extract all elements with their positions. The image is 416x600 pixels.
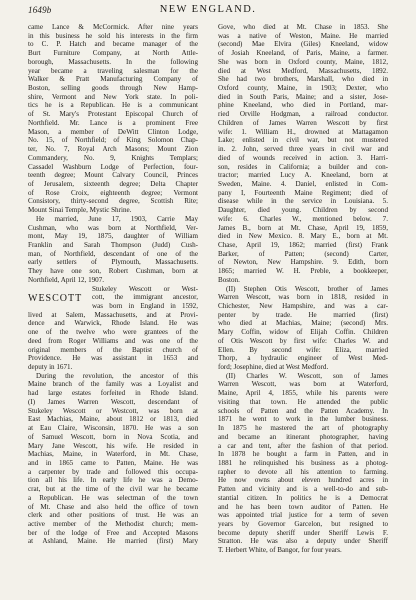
text-line: Warren Wescott, was born in 1818, resided in <box>218 293 388 302</box>
text-line: a Republican. He was selectman of the town <box>28 493 198 502</box>
text-line: phine Kneeland, who died in Portland, mar- <box>218 101 388 110</box>
text-line: was born in England in 1592, <box>92 302 198 310</box>
text-line: Northfield, April 12, 1907. <box>28 275 105 284</box>
text-line: was a native of Weston, Maine. He married <box>218 31 388 40</box>
text-line: of Otis Wescott by first wife: Charles W. and <box>218 336 388 345</box>
text-line: borough, Massachusetts. In the following <box>28 57 198 66</box>
running-title: NEW ENGLAND. <box>159 4 257 15</box>
text-line: (II) Charles W. Wescott, son of James <box>226 371 388 380</box>
text-line: of Samuel Wescott, born in Nova Scotia, and <box>28 432 198 441</box>
text-line: teenth degree; Mount Calvary Council, Princes <box>28 171 198 180</box>
text-line: and he has been town auditor of Patten. He <box>218 502 388 511</box>
text-line: Machias, Maine, in Waterford, in Mt. Chase, <box>28 450 198 459</box>
text-line: crat, but at the time of the civil war he became <box>28 485 198 494</box>
text-line: Chichester, New Hampshire, and was a car- <box>218 302 388 310</box>
text-line: Gove, who died at Mt. Chase in 1853. She <box>218 23 388 31</box>
surname-heading: WESCOTT <box>28 292 83 304</box>
text-line: mont, May 19, 1875, daughter of William <box>28 232 198 241</box>
text-line: shire, Vermont and New York state. In poli- <box>28 92 198 101</box>
text-line: pany I, Fourteenth Maine Regiment; died of <box>218 188 388 197</box>
text-line: Mary Coffin, widow of Elijah Coffin. Children <box>218 328 388 337</box>
text-line: died in South Paris, Maine; and a sister, Jose- <box>218 92 388 101</box>
text-line: of St. Mary's Protestant Episcopal Church of <box>28 110 198 119</box>
text-line: In 1878 he bought a farm in Patten, and in <box>218 450 388 459</box>
text-line: in. 2. John, served three years in civil war and <box>218 145 388 154</box>
text-line: Stratton. He was also a deputy under Sheriff <box>218 537 388 546</box>
text-line: Patten and vicinity and is a well-to-do and sub- <box>218 485 388 494</box>
text-line: in this business he sold his interests in the firm <box>28 31 198 40</box>
text-line: cott, the immigrant ancestor, <box>92 293 198 302</box>
text-line: Daughter, died young. Children by second <box>218 206 388 215</box>
text-line: of Newton, New Hampshire. 9. Edith, born <box>218 258 388 267</box>
text-line: He now owns about eleven hundred acres in <box>218 476 388 485</box>
text-line: Maine, April 4, 1855, while his parents were <box>218 389 388 398</box>
text-line: ried Orville Hodgman, a railroad conductor. <box>218 110 388 119</box>
text-line: Mary Jane Wescott, his wife. He resided in <box>28 441 198 450</box>
text-line: (second) Mae Elvira (Giles) Kneeland, widow <box>218 40 388 49</box>
text-line: rapher to devote all his attention to farming. <box>218 467 388 476</box>
text-line: to C. P. Hatch and became manager of the <box>28 40 198 49</box>
text-line: Boston. <box>218 275 240 284</box>
text-line: Lake; enlisted in civil war, but not mustered <box>218 136 388 145</box>
text-line: lived at Salem, Massachusetts, and at Provi- <box>28 310 198 319</box>
text-line: Stukeley Wescott or Westcott, was born at <box>28 406 198 415</box>
text-line: years by Governor Garcelon, but resigned to <box>218 519 388 528</box>
text-line: wife: 1. William H., drowned at Mattagamon <box>218 127 388 136</box>
text-line: Thorp, a hydraulic engineer of West Med- <box>218 354 388 363</box>
text-line: one of the twelve who were grantees of the <box>28 328 198 337</box>
text-line: She had two brothers, Marshall, who died in <box>218 75 388 84</box>
text-line: 1871 he went to work in the lumber business. <box>218 415 388 424</box>
text-line: tion all his life. In early life he was a Demo- <box>28 476 198 485</box>
text-line: of Mt. Chase and also held the office of town <box>28 502 198 511</box>
text-line: had large estates forfeited in Rhode Island. <box>28 389 198 398</box>
text-line: Oxford county, Maine, in 1903; Dexter, who <box>218 84 388 93</box>
text-line: Cassadel Washburn Lodge of Perfection, four- <box>28 162 198 171</box>
text-line: Ellen. By second wife: Eliza, married <box>218 345 388 354</box>
text-line: Chase, April 19, 1862; married (first) Frank <box>218 240 388 249</box>
text-line: died in New Mexico. 8. Mary E., born at Mt. <box>218 232 388 241</box>
text-line: Children of James Warren Wescott by first <box>218 118 388 127</box>
text-line: who died at Machias, Maine; (second) Mrs. <box>218 319 388 328</box>
text-line: Barker, of Patten; (second) Carter, <box>218 249 388 258</box>
text-line: Commandery, No. 9, Knights Templars; <box>28 153 198 162</box>
text-line: and in 1865 came to Patten, Maine. He was <box>28 458 198 467</box>
text-line: She was born in Oxford county, Maine, 1812, <box>218 57 388 66</box>
text-line: active member of the Methodist church; mem- <box>28 519 198 528</box>
text-line: schools of Patten and the Patten Academy. In <box>218 406 388 415</box>
text-line: become deputy sheriff under Sheriff Lewis F. <box>218 528 388 537</box>
text-line: dence and Warwick, Rhode Island. He was <box>28 319 198 328</box>
text-line: early settlers of Plymouth, Massachusetts. <box>28 258 198 267</box>
text-line: (I) James Warren Wescott, descendant of <box>28 397 198 406</box>
page-number: 1649b <box>28 5 52 15</box>
text-line: a carpenter by trade and followed this occupa- <box>28 467 198 476</box>
text-line: clerk and other positions of trust. He was an <box>28 511 198 520</box>
text-line: He married, June 17, 1903, Carrie May <box>36 214 198 223</box>
text-line: Burt Furniture Company, at North Attle- <box>28 49 198 58</box>
text-line: ter, No. 7, Royal Arch Masons; Mount Zion <box>28 145 198 154</box>
text-line: Mason, a member of DeWitt Clinton Lodge, <box>28 127 198 136</box>
text-line: original members of the Baptist church of <box>28 345 198 354</box>
text-line: at Eau Claire, Wisconsin, 1870. He was a son <box>28 424 198 433</box>
text-line: Consistory, thirty-second degree, Scottish Rite; <box>28 197 198 206</box>
text-line: East Machias, Maine, about 1812 or 1813, died <box>28 415 198 424</box>
text-line: man, of Northfield, descendant of one of the <box>28 249 198 258</box>
text-line: deputy in 1671. <box>28 363 73 372</box>
text-line: Cushman, who was born at Northfield, Ver- <box>28 223 198 232</box>
text-line: 1881 he relinquished his business as a photog- <box>218 458 388 467</box>
text-line: Walker & Pratt Manufacturing Company of <box>28 75 198 84</box>
text-line: a car and tent, after the fashion of that period. <box>218 441 388 450</box>
text-line: of Josiah Kneeland, of Paris, Maine, a farmer. <box>218 49 388 58</box>
text-line: During the revolution, the ancestor of this <box>36 371 198 380</box>
text-line: and became an itinerant photographer, having <box>218 432 388 441</box>
text-line: disease while in the service in Louisiana. 5. <box>218 197 388 206</box>
text-line: No. 15, of Northfield; of King Solomon Chap- <box>28 136 198 145</box>
text-line: of Jerusalem, sixteenth degree; Delta Chapter <box>28 179 198 188</box>
text-line: was appointed trial justice for a term of seven <box>218 511 388 520</box>
page-header <box>0 5 416 21</box>
text-line: Boston, selling goods through New Hamp- <box>28 84 198 93</box>
text-line: son, resides in California; a builder and con- <box>218 162 388 171</box>
text-line: Warren Wescott, was born at Waterford, <box>218 380 388 389</box>
surname-section <box>28 285 198 311</box>
text-line: died at West Medford, Massachusetts, 1892. <box>218 66 388 75</box>
text-line: tractor; married Lucy A. Kneeland, born at <box>218 171 388 180</box>
text-line: stantial citizen. In politics he is a Democrat <box>218 493 388 502</box>
text-line: Maine branch of the family was a Loyalist and <box>28 380 198 389</box>
text-line: Franklin and Sarah Thompson (Judd) Cush- <box>28 240 198 249</box>
text-line: died of wounds received in action. 3. Harri- <box>218 153 388 162</box>
text-line: ford; Josephine, died at West Medford. <box>218 363 329 372</box>
text-line: 1865; married W. H. Preble, a bookkeeper, <box>218 267 388 276</box>
right-column <box>218 23 388 555</box>
left-column <box>28 23 198 546</box>
text-line: T. Herbert White, of Bangor, for four years. <box>218 546 342 555</box>
text-line: deed from Roger Williams and was one of the <box>28 336 198 345</box>
text-line: Northfield. Mr. Lance is a prominent Free <box>28 118 198 127</box>
text-line: tics he is a Republican. He is a communicant <box>28 101 198 110</box>
text-line: ber of the lodge of Free and Accepted Masons <box>28 528 198 537</box>
text-line: They have one son, Robert Cushman, born at <box>28 267 198 276</box>
text-line: Mount Sinai Temple, Mystic Shrine. <box>28 206 132 215</box>
text-line: Providence. He was assistant in 1653 and <box>28 354 198 363</box>
text-line: at Ashland, Maine. He married (first) Mary <box>28 537 198 546</box>
text-line: James B., born at Mt. Chase, April 19, 1859, <box>218 223 388 232</box>
text-line: year became a traveling salesman for the <box>28 66 198 75</box>
text-line: Stukeley Wescott or West- <box>92 284 198 293</box>
text-line: visiting that town. He attended the public <box>218 397 388 406</box>
text-line: In 1875 he mastered the art of photography <box>218 424 388 433</box>
text-line: wife: 6. Charles W., mentioned below. 7. <box>218 214 388 223</box>
text-line: of Rose Croix, eighteenth degree; Vermont <box>28 188 198 197</box>
text-line: came Lance & McCormick. After nine years <box>28 23 198 31</box>
text-line: Sweden, Maine. 4. Daniel, enlisted in Com- <box>218 179 388 188</box>
text-line: (II) Stephen Otis Wescott, brother of James <box>226 284 388 293</box>
text-line: penter by trade. He married (first) <box>218 310 388 319</box>
